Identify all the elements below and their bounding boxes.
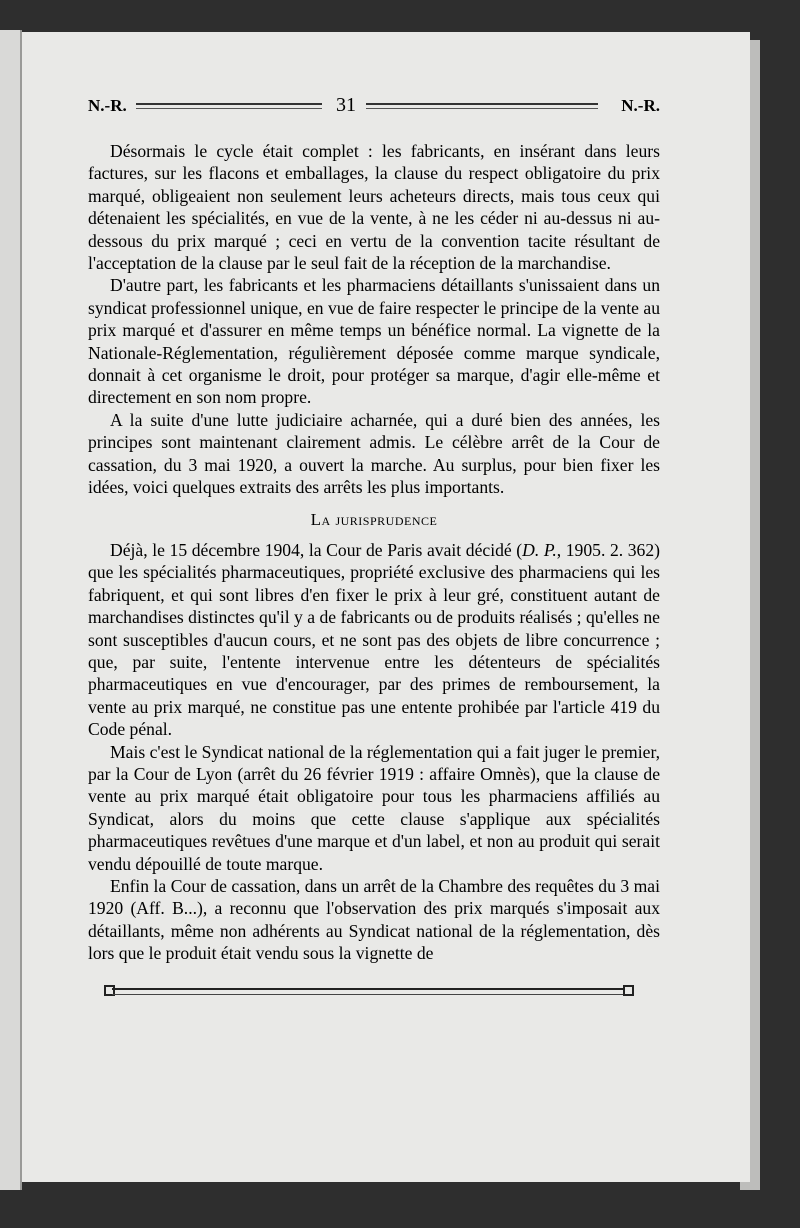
previous-page-edge <box>0 30 22 1190</box>
body-text <box>88 140 660 965</box>
paragraph-4 <box>88 539 660 741</box>
header-rule-right <box>366 103 598 109</box>
running-header <box>88 94 660 118</box>
paragraph-3: A la suite d'une lutte judiciaire acharnée, qui a duré bien des années, les principes sont maintenant clairement admis. Le célèbre arrêt de la Cour de cassation, du 3 mai 1920, a ouvert la marche. Au surplus, pour bien fixer les idées, voici quelques extraits des arrêts les plus importants. <box>88 409 660 498</box>
header-left-mark: N.-R. <box>88 96 127 115</box>
paragraph-6: Enfin la Cour de cassation, dans un arrêt de la Chambre des requêtes du 3 mai 1920 (Aff. B...), a reconnu que l'observation des prix marqués s'imposait aux détaillants, même non adhérents au Syndicat national de la réglementation, dès lors que le produit était vendu sous la vignette de <box>88 876 660 964</box>
footer-rule-bar <box>112 988 626 995</box>
paragraph-2: D'autre part, les fabricants et les pharmaciens détaillants s'unissaient dans un syndicat professionnel unique, en vue de faire respecter le principe de la vente au prix marqué et d'assurer en même temps un bénéfice normal. La vignette de la Nationale-Réglementation, régulièrement déposée comme marque syndicale, donnait à cet organisme le droit, pour protéger sa marque, d'agir elle-même et directement en son nom propre. <box>88 275 660 408</box>
header-rule-left <box>136 103 322 109</box>
paragraph-4-rest: , 1905. 2. 362) que les spécialités pharmaceutiques, propriété exclusive des pharmaciens qui les fabriquent, et qui sont libres d'en fixer le prix à leur gré, constituent autant de marchandises distinctes qu'il y a de fabricants ou de produits réalisés ; qu'elles ne sont susceptibles d'aucun cours, et ne sont pas des objets de libre concurrence ; que, par suite, l'entente intervenue entre les détenteurs de spécialités pharmaceutiques en vue d'encourager, par des primes de remboursement, la vente au prix marqué, ne constitue pas une entente prohibée par l'article 419 du Code pénal. <box>88 539 660 740</box>
paragraph-4-start: Déjà, le 15 décembre 1904, la Cour de Paris avait décidé ( <box>110 539 523 560</box>
header-right-mark: N.-R. <box>621 96 660 115</box>
footer-rule-right-square <box>623 985 634 996</box>
paragraph-5: Mais c'est le Syndicat national de la réglementation qui a fait juger le premier, par la Cour de Lyon (arrêt du 26 février 1919 : affaire Omnès), que la clause de vente au prix marqué était obligatoire pour tous les pharmaciens affiliés au Syndicat, alors du moins que cette clause s'applique aux spécialités pharmaceutiques revêtues d'une marque et d'un label, et non au produit qui serait vendu dépouillé de toute marque. <box>88 741 660 874</box>
footer-rule <box>104 985 634 997</box>
section-title: La jurisprudence <box>310 509 438 529</box>
paragraph-1: Désormais le cycle était complet : les fabricants, en insérant dans leurs factures, sur les flacons et emballages, la clause du respect obligatoire du prix marqué, obligeaient non seulement leurs acheteurs directs, mais tous ceux qui détenaient les spécialités, en vue de la vente, à ne les céder ni au-dessus ni au-dessous du prix marqué ; ceci en vertu de la convention tacite résultant de l'acceptation de la clause par le seul fait de la réception de la marchandise. <box>88 141 660 274</box>
page-number: 31 <box>336 94 356 116</box>
citation-reference: D. P. <box>522 539 557 560</box>
